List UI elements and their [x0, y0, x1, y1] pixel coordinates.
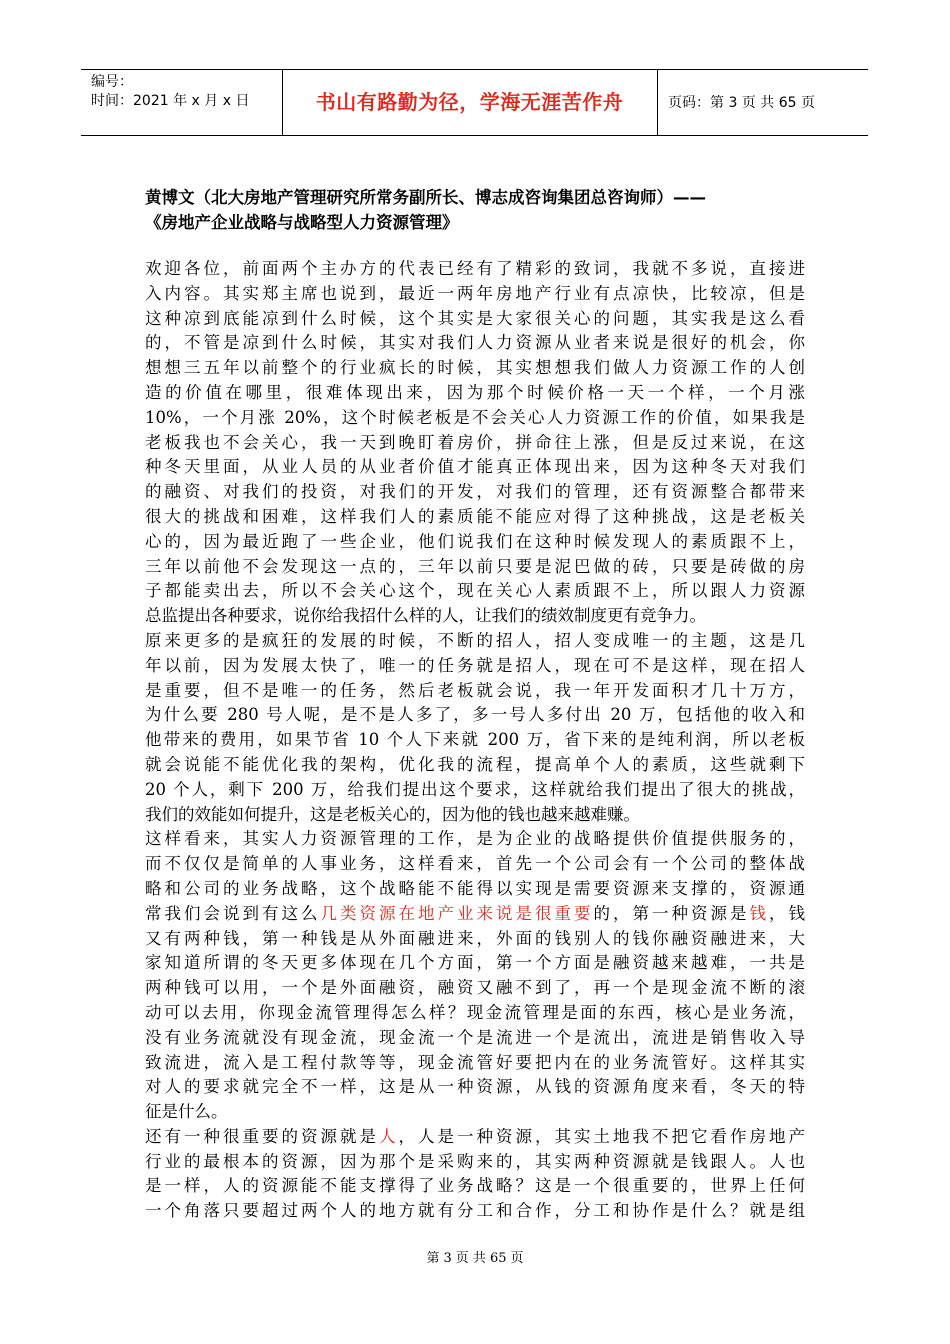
article-body: [145, 257, 805, 1224]
body-line: 动可以去用，你现金流管理得怎么样？现金流管理是面的东西，核心是业务流，: [145, 1002, 805, 1022]
highlight-text: 人: [379, 1126, 399, 1146]
body-line: 没有业务流就没有现金流，现金流一个是流进一个是流出，流进是销售收入导: [145, 1027, 805, 1047]
body-line: 是一样，人的资源能不能支撑得了业务战略？这是一个很重要的，世界上任何: [145, 1176, 805, 1196]
body-line: 这样看来，其实人力资源管理的工作，是为企业的战略提供价值提供服务的，: [145, 829, 805, 849]
body-text: 的，第一种资源是: [593, 903, 750, 923]
body-text: ，人是一种资源，其实土地我不把它看作房地产: [398, 1126, 805, 1146]
body-line: 的，不管是凉到什么时候，其实对我们人力资源从业者来说是很好的机会，你: [145, 333, 805, 353]
body-line: 家知道所谓的冬天更多体现在几个方面，第一个方面是融资越来越难，一共是: [145, 953, 805, 973]
body-line: 一个角落只要超过两个人的地方就有分工和合作，分工和协作是什么？就是组: [145, 1201, 805, 1221]
header-motto: 书山有路勤为径，学海无涯苦作舟: [315, 90, 624, 114]
body-line: 总监提出各种要求，说你给我招什么样的人，让我们的绩效制度更有竞争力。: [145, 606, 706, 626]
body-line: 对人的要求就完全不一样，这是从一种资源，从钱的资源角度来看，冬天的特: [145, 1077, 805, 1097]
body-line: 征是什么。: [145, 1102, 228, 1122]
article-title: [145, 185, 805, 235]
title-line: 《房地产企业战略与战略型人力资源管理》: [145, 213, 459, 232]
body-line: 很大的挑战和困难，这样我们人的素质能不能应对得了这种挑战，这是老板关: [145, 506, 805, 526]
body-line: 三年以前他不会发现这一点的，三年以前只要是泥巴做的砖，只要是砖做的房: [145, 556, 805, 576]
header-page-info: 页码：第 3 页 共 65 页: [668, 95, 815, 111]
footer-text: 第: [426, 1251, 440, 1266]
body-text: 还有一种很重要的资源就是: [145, 1126, 379, 1146]
footer-total-pages: 65: [489, 1251, 507, 1266]
body-line: 致流进，流入是工程付款等等，现金流管好要把内在的业务流管好。这样其实: [145, 1052, 805, 1072]
body-line: 造的价值在哪里，很难体现出来，因为那个时候价格一天一个样，一个月涨: [145, 382, 805, 402]
body-line: 而不仅仅是简单的人事业务，这样看来，首先一个公司会有一个公司的整体战: [145, 854, 805, 874]
body-line: 为什么要 280 号人呢，是不是人多了，多一号人多付出 20 万，包括他的收入和: [145, 705, 805, 725]
body-line: 又有两种钱，第一种钱是从外面融进来，外面的钱别人的钱你融资融进来，大: [145, 928, 805, 948]
body-line: 他带来的费用，如果节省 10 个人下来就 200 万，省下来的是纯利润，所以老板: [145, 730, 805, 750]
body-line: 我们的效能如何提升，这是老板关心的，因为他的钱也越来越难赚。: [145, 804, 640, 824]
footer-text: 页: [510, 1251, 524, 1266]
body-line: 10%，一个月涨 20%，这个时候老板是不会关心人力资源工作的价值，如果我是: [145, 407, 805, 427]
body-line: 就会说能不能优化我的架构，优化我的流程，提高单个人的素质，这些就剩下: [145, 754, 805, 774]
body-text: 常我们会说到有这么: [145, 903, 321, 923]
page-footer: [0, 1250, 950, 1268]
body-line: 两种钱可以用，一个是外面融资，融资又融不到了，再一个是现金流不断的滚: [145, 978, 805, 998]
document-date-label: 时间：2021 年 x 月 x 日: [91, 93, 250, 109]
body-line: 入内容。其实郑主席也说到，最近一两年房地产行业有点凉快，比较凉，但是: [145, 283, 805, 303]
body-line: 的融资、对我们的投资，对我们的开发，对我们的管理，还有资源整合都带来: [145, 482, 805, 502]
body-line: 老板我也不会关心，我一天到晚盯着房价，拼命往上涨，但是反过来说，在这: [145, 432, 805, 452]
page-header: [81, 69, 868, 136]
body-line: 是重要，但不是唯一的任务，然后老板就会说，我一年开发面积才几十万方，: [145, 680, 805, 700]
body-line: 20 个人，剩下 200 万，给我们提出这个要求，这样就给我们提出了很大的挑战，: [145, 779, 805, 799]
body-line: 略和公司的业务战略，这个战略能不能得以实现是需要资源来支撑的，资源通: [145, 878, 805, 898]
header-divider: [657, 70, 658, 135]
document-number-label: 编号：: [91, 74, 133, 90]
body-line: 年以前，因为发展太快了，唯一的任务就是招人，现在可不是这样，现在招人: [145, 655, 805, 675]
body-line: 子都能卖出去，所以不会关心这个，现在关心人素质跟不上，所以跟人力资源: [145, 581, 805, 601]
footer-page-number: 3: [443, 1251, 452, 1266]
body-line: 原来更多的是疯狂的发展的时候，不断的招人，招人变成唯一的主题，这是几: [145, 630, 805, 650]
body-line: 这种凉到底能凉到什么时候，这个其实是大家很关心的问题，其实我是这么看: [145, 308, 805, 328]
body-line: 心的，因为最近跑了一些企业，他们说我们在这种时候发现人的素质跟不上，: [145, 531, 805, 551]
body-text: ，钱: [769, 903, 805, 923]
body-line-highlight: [145, 902, 805, 927]
highlight-text: 钱: [749, 903, 769, 923]
body-line: 想想三五年以前整个的行业疯长的时候，其实想想我们做人力资源工作的人创: [145, 358, 805, 378]
body-line-highlight: [145, 1125, 805, 1150]
title-line: 黄博文（北大房地产管理研究所常务副所长、博志成咨询集团总咨询师）——: [145, 188, 706, 207]
footer-text: 页 共: [455, 1251, 486, 1266]
body-line: 种冬天里面，从业人员的从业者价值才能真正体现出来，因为这种冬天对我们: [145, 457, 805, 477]
body-line: 欢迎各位，前面两个主办方的代表已经有了精彩的致词，我就不多说，直接进: [145, 259, 805, 278]
body-line: 行业的最根本的资源，因为那个是采购来的，其实两种资源就是钱跟人。人也: [145, 1151, 805, 1171]
highlight-text: 几类资源在地产业来说是很重要: [320, 903, 594, 923]
